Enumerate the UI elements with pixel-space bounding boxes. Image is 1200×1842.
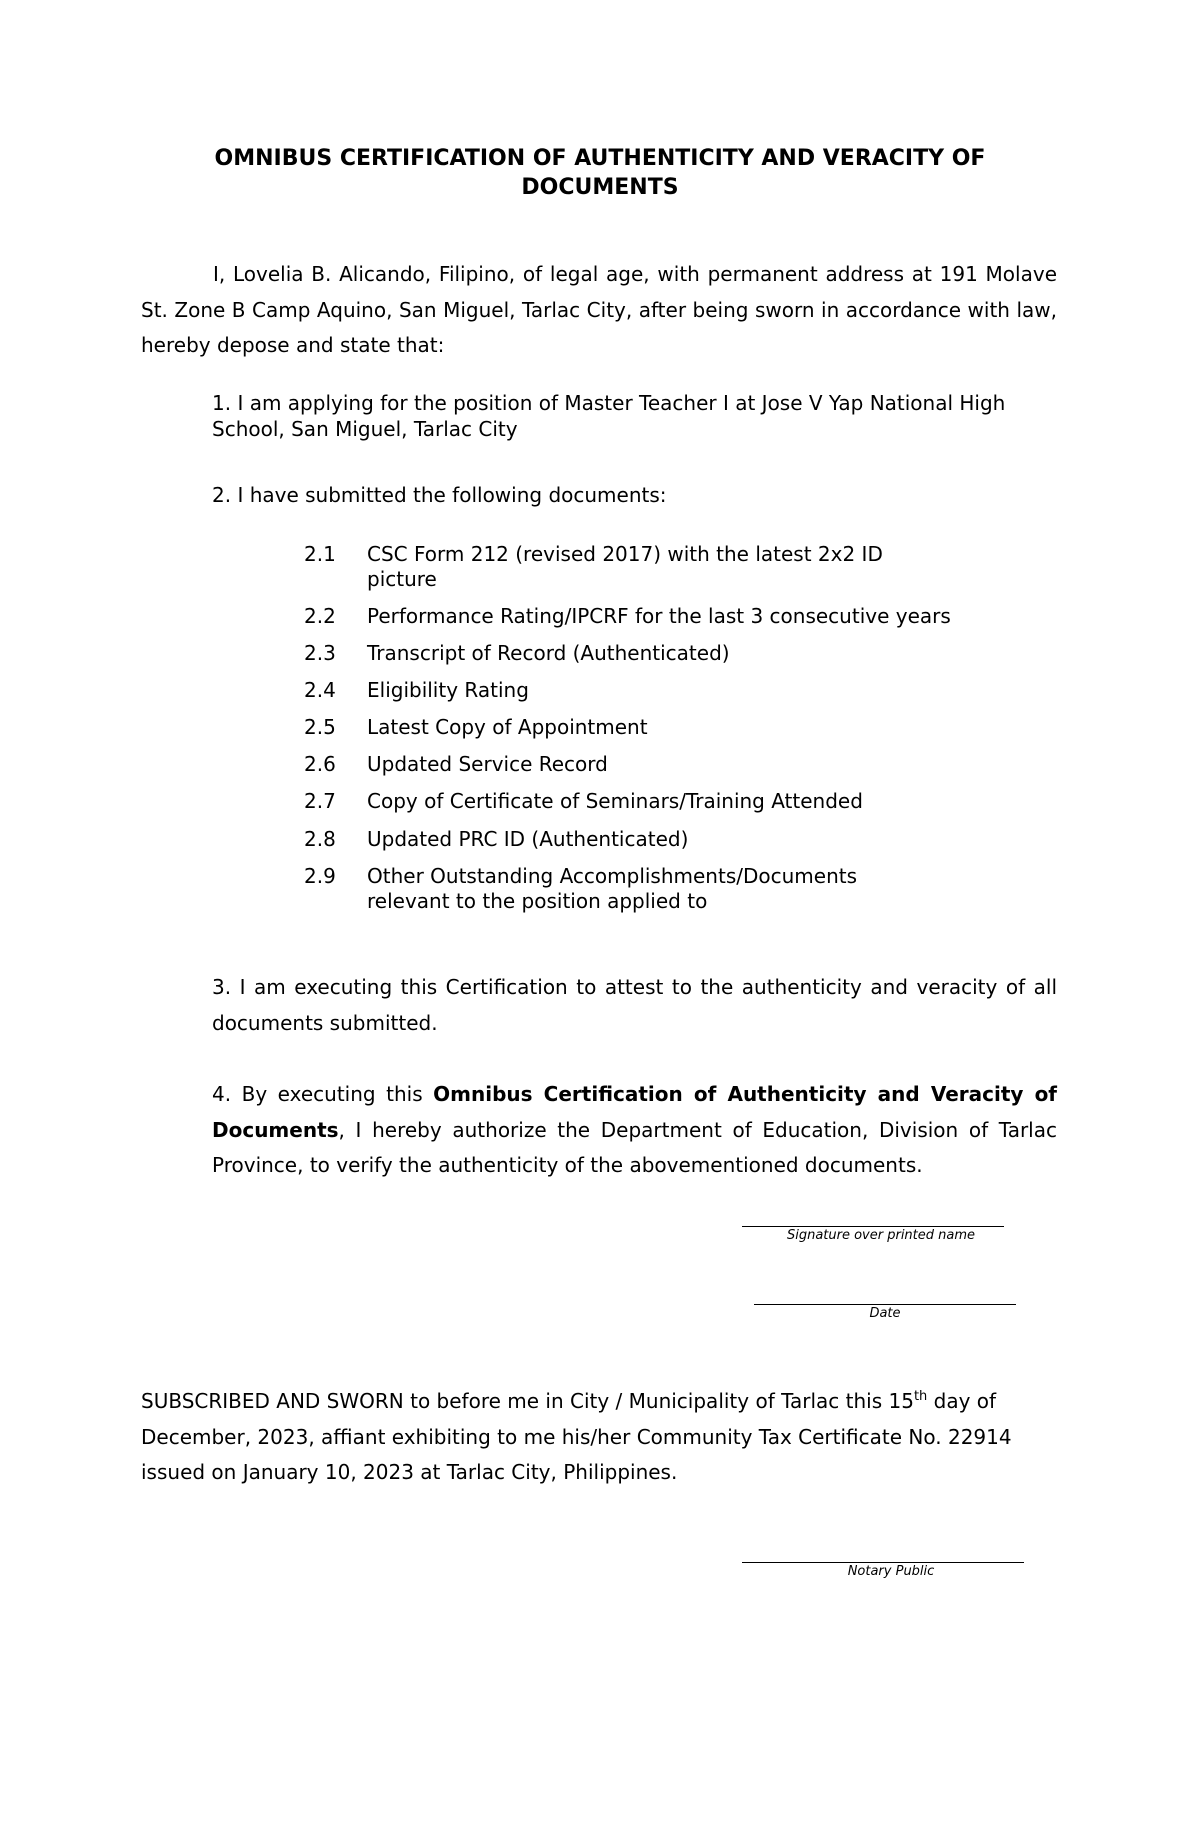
document-item-text: Performance Rating/IPCRF for the last 3 consecutive years: [367, 604, 951, 628]
document-item-number: 2.8: [304, 827, 336, 851]
jurat-superscript: th: [913, 1389, 928, 1404]
document-item: [304, 604, 1004, 629]
intro-paragraph: [141, 257, 1057, 364]
document-item: [304, 715, 1004, 740]
document-item-text: CSC Form 212 (revised 2017) with the latest 2x2 ID picture: [367, 542, 883, 591]
date-line: [754, 1304, 1016, 1305]
document-item-number: 2.4: [304, 678, 336, 702]
document-item: [304, 678, 1004, 703]
document-item: [304, 752, 1004, 777]
date-caption: Date: [869, 1306, 901, 1321]
signature-caption: Signature over printed name: [786, 1228, 976, 1243]
document-item-number: 2.7: [304, 789, 336, 813]
document-item-number: 2.2: [304, 604, 336, 628]
document-item: [304, 864, 1004, 913]
item-1: 1. I am applying for the position of Master Teacher I at Jose V Yap National High School, San Miguel, Tarlac City: [212, 391, 1006, 441]
document-item-number: 2.6: [304, 752, 336, 776]
document-item: [304, 542, 1004, 591]
signature-line: [742, 1226, 1004, 1227]
document-item-number: 2.3: [304, 641, 336, 665]
jurat-text-1: SUBSCRIBED AND SWORN to before me in City / Municipality of Tarlac this 15: [141, 1389, 914, 1413]
item-4: [212, 1077, 1057, 1184]
notary-line: [742, 1562, 1024, 1563]
document-item-text: Other Outstanding Accomplishments/Documents relevant to the position applied to: [367, 864, 858, 913]
document-item-number: 2.1: [304, 542, 336, 566]
item-4-suffix: , I hereby authorize the Department of Education, Division of Tarlac Province, to verify the authenticity of the abovementioned documents.: [212, 1117, 1057, 1177]
item-2: 2. I have submitted the following documents:: [212, 483, 667, 507]
document-item-text: Updated Service Record: [367, 752, 608, 776]
document-item: [304, 827, 1004, 852]
document-item-text: Updated PRC ID (Authenticated): [367, 827, 689, 851]
document-item: [304, 789, 1004, 814]
document-item-text: Transcript of Record (Authenticated): [367, 641, 730, 665]
item-3: 3. I am executing this Certification to attest to the authenticity and veracity of all documents submitted.: [212, 975, 1057, 1035]
document-item-number: 2.5: [304, 715, 336, 739]
item-4-bold: Omnibus Certification of Authenticity and Veracity of Documents: [212, 1082, 1058, 1142]
document-item-number: 2.9: [304, 864, 336, 888]
item-4-prefix: 4. By executing this: [212, 1082, 434, 1106]
document-item: [304, 641, 1004, 666]
intro-text: I, Lovelia B. Alicando, Filipino, of legal age, with permanent address at 191 Molave St. Zone B Camp Aquino, San Miguel, Tarlac City, after being sworn in accordance with law, hereby depose and state that:: [141, 262, 1057, 357]
notary-caption: Notary Public: [847, 1564, 935, 1579]
document-item-text: Latest Copy of Appointment: [367, 715, 648, 739]
jurat-text-2: day of December, 2023, affiant exhibiting to me his/her Community Tax Certificate No. 22914 issued on January 10, 2023 at Tarlac City, Philippines.: [141, 1389, 1012, 1484]
jurat-paragraph: [141, 1384, 1057, 1491]
document-item-text: Eligibility Rating: [367, 678, 529, 702]
document-item-text: Copy of Certificate of Seminars/Training Attended: [367, 789, 863, 813]
document-title: OMNIBUS CERTIFICATION OF AUTHENTICITY AND VERACITY OF DOCUMENTS: [214, 146, 986, 200]
